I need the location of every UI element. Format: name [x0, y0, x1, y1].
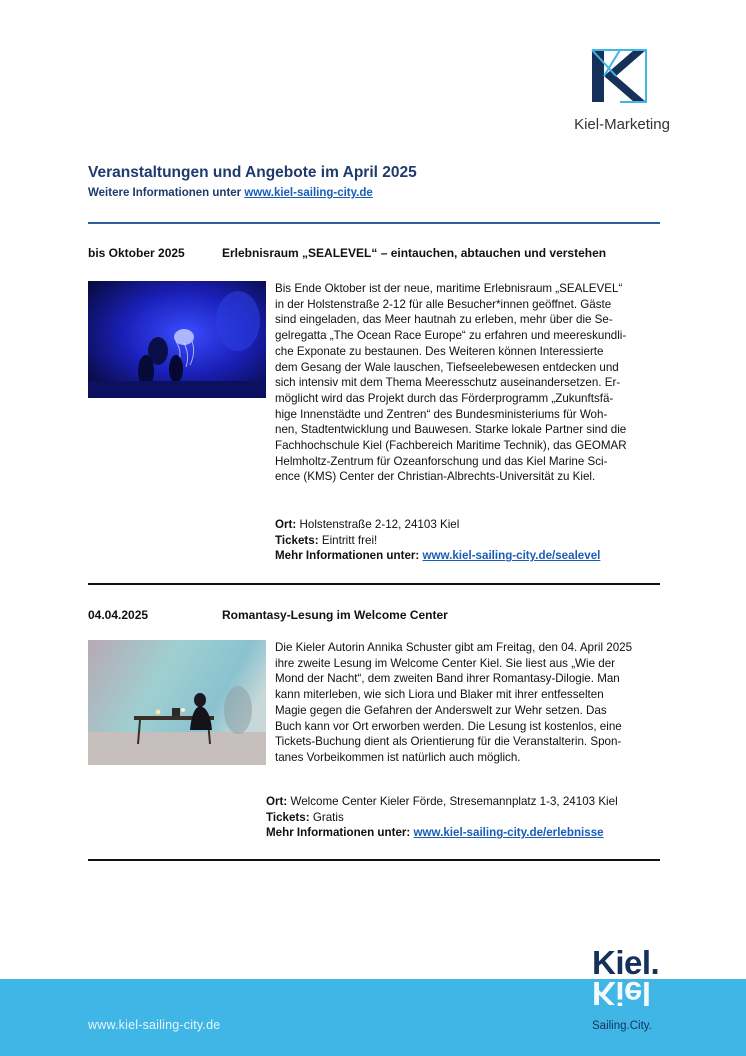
- ort-value: Holstenstraße 2-12, 24103 Kiel: [299, 518, 460, 531]
- description-line: tanes Vorbeikommen ist natürlich auch möglich.: [275, 750, 521, 764]
- logo-text: Kiel-Marketing: [574, 116, 670, 133]
- section-divider: [88, 859, 660, 861]
- event-date: bis Oktober 2025: [88, 246, 185, 260]
- kiel-marketing-logo: [562, 46, 682, 136]
- header-divider: [88, 222, 660, 224]
- tickets-value: Eintritt frei!: [321, 533, 378, 547]
- ort-label: Ort:: [275, 518, 297, 531]
- event-info: [266, 794, 618, 841]
- tickets-value: Gratis: [312, 810, 344, 824]
- kiel-tagline: Sailing.City.: [592, 1020, 652, 1032]
- description-line: Tickets-Buchung dient als Orientierung für die Veranstalterin. Spon-: [275, 735, 622, 749]
- subtitle-prefix: Weitere Informationen unter: [88, 187, 245, 199]
- description-line: nen, Stadtentwicklung und Bauwesen. Starke lokale Partner sind die: [275, 423, 627, 437]
- description-line: dem Gesang der Wale lauschen, Tiefseelebewesen entdecken und: [275, 360, 619, 374]
- website-link[interactable]: www.kiel-sailing-city.de: [244, 187, 373, 199]
- description-line: kann miterleben, wie sich Liora und Blaker mit ihrer entfesselten: [275, 688, 604, 702]
- description-line: sich intensiv mit dem Thema Meeresschutz auseinandersetzen. Er-: [275, 376, 621, 390]
- k-logo-icon: [590, 46, 648, 104]
- description-line: ihre zweite Lesung im Welcome Center Kiel. Sie liest aus „Wie der: [275, 656, 616, 670]
- lesung-photo: [88, 640, 266, 765]
- event-date: 04.04.2025: [88, 608, 149, 622]
- sealevel-photo: [88, 281, 266, 398]
- event-info: [275, 517, 600, 564]
- event-title: Romantasy-Lesung im Welcome Center: [222, 608, 448, 622]
- description-line: che Exponate zu bestaunen. Des Weiteren können Interessierte: [275, 344, 604, 358]
- description-line: Die Kieler Autorin Annika Schuster gibt am Freitag, den 04. April 2025: [275, 641, 633, 654]
- event-description: [275, 281, 663, 485]
- kiel-sailing-city-logo: [580, 944, 680, 1044]
- page-subtitle: [88, 187, 373, 199]
- ort-value: Welcome Center Kieler Förde, Stresemannplatz 1-3, 24103 Kiel: [290, 795, 618, 808]
- section-divider: [88, 583, 660, 585]
- description-line: Bis Ende Oktober ist der neue, maritime Erlebnisraum „SEALEVEL“: [275, 282, 623, 295]
- footer-url[interactable]: www.kiel-sailing-city.de: [88, 1018, 221, 1032]
- description-line: Magie gegen die Gefahren der Anderswelt zur Wehr setzen. Das: [275, 703, 607, 717]
- kiel-wordmark-mirror: Kiel: [592, 975, 651, 1012]
- description-line: Fachhochschule Kiel (Fachbereich Maritime Technik), das GEOMAR: [275, 439, 627, 453]
- page-title: Veranstaltungen und Angebote im April 2025: [88, 164, 417, 181]
- event-description: [275, 640, 659, 766]
- description-line: hige Innenstädte und Zentren“ des Bundesministeriums für Woh-: [275, 407, 608, 421]
- event-title: Erlebnisraum „SEALEVEL“ – eintauchen, abtauchen und verstehen: [222, 246, 607, 260]
- tickets-label: Tickets:: [266, 810, 310, 824]
- ort-label: Ort:: [266, 795, 288, 808]
- description-line: möglicht wird das Projekt durch das Förderprogramm „Zukunftsfä-: [275, 391, 614, 405]
- description-line: ence (KMS) Center der Christian-Albrechts-Universität zu Kiel.: [275, 470, 596, 484]
- tickets-label: Tickets:: [275, 533, 319, 547]
- description-line: sind eingeladen, das Meer hautnah zu erleben, mehr über die Se-: [275, 313, 613, 327]
- description-line: Mond der Nacht“, dem zweiten Band ihrer Romantasy-Dilogie. Man: [275, 672, 620, 686]
- sealevel-link[interactable]: www.kiel-sailing-city.de/sealevel: [422, 549, 601, 563]
- description-line: in der Holstenstraße 2-12 für alle Besucher*innen geöffnet. Gäste: [275, 297, 612, 311]
- more-label: Mehr Informationen unter:: [266, 826, 411, 840]
- description-line: Helmholtz-Zentrum für Ozeanforschung und das Kiel Marine Sci-: [275, 454, 608, 468]
- kiel-wordmark: Kiel.: [592, 944, 660, 981]
- description-line: gelregatta „The Ocean Race Europe“ zu erfahren und meereskundli-: [275, 329, 627, 343]
- description-line: Buch kann vor Ort erworben werden. Die Lesung ist kostenlos, eine: [275, 719, 622, 733]
- erlebnisse-link[interactable]: www.kiel-sailing-city.de/erlebnisse: [413, 826, 604, 840]
- more-label: Mehr Informationen unter:: [275, 549, 420, 563]
